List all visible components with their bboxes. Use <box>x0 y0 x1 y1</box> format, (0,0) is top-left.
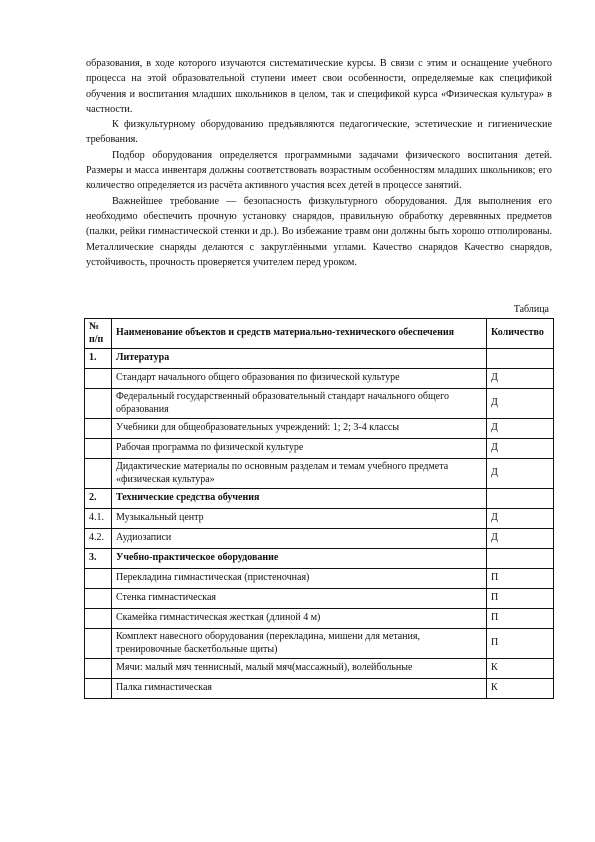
cell-num <box>85 589 112 609</box>
table-section-row <box>85 349 554 369</box>
cell-num <box>85 389 112 419</box>
cell-qty: Д <box>487 439 554 459</box>
cell-qty: П <box>487 589 554 609</box>
cell-name: Аудиозаписи <box>112 529 487 549</box>
cell-qty: Д <box>487 389 554 419</box>
cell-num <box>85 369 112 389</box>
cell-name: Музыкальный центр <box>112 509 487 529</box>
cell-num <box>85 659 112 679</box>
table-row <box>85 589 554 609</box>
table-row <box>85 529 554 549</box>
paragraph-continuation: образования, в ходе которого изучаются систематические курсы. В связи с этим и оснащение учебного процесса на этой образовательной ступени имеет свои особенности, определяемые как спецификой обучения и воспитания младших школьников в целом, так и спецификой курса «Физическая культура» в частности. <box>86 58 552 115</box>
table-row <box>85 389 554 419</box>
table-row <box>85 419 554 439</box>
cell-num <box>85 629 112 659</box>
cell-num <box>85 609 112 629</box>
cell-qty: Д <box>487 529 554 549</box>
table-row <box>85 629 554 659</box>
cell-qty: Д <box>487 509 554 529</box>
cell-qty <box>487 549 554 569</box>
cell-num: 4.1. <box>85 509 112 529</box>
table-row <box>85 439 554 459</box>
cell-name: Палка гимнастическая <box>112 679 487 699</box>
table-body <box>85 349 554 699</box>
table-row <box>85 659 554 679</box>
cell-name: Стандарт начального общего образования по физической культуре <box>112 369 487 389</box>
paragraph-selection: Подбор оборудования определяется программными задачами физического воспитания детей. Размеры и масса инвентаря должны соответствовать возрастным особенностям младших школьников; его количество определяется из расчёта активного участия всех детей в процессе занятий. <box>86 149 552 192</box>
cell-num <box>85 459 112 489</box>
cell-num: 3. <box>85 549 112 569</box>
cell-name: Комплект навесного оборудования (перекладина, мишени для метания, тренировочные баскетбольные щиты) <box>112 629 487 659</box>
table-row <box>85 679 554 699</box>
cell-qty: Д <box>487 369 554 389</box>
cell-name: Дидактические материалы по основным разделам и темам учебного предмета «физическая культура» <box>112 459 487 489</box>
cell-num <box>85 439 112 459</box>
cell-name: Федеральный государственный образовательный стандарт начального общего образования <box>112 389 487 419</box>
cell-name: Литература <box>112 349 487 369</box>
cell-num: 1. <box>85 349 112 369</box>
cell-name: Скамейка гимнастическая жесткая (длиной 4 м) <box>112 609 487 629</box>
cell-num: 2. <box>85 489 112 509</box>
cell-name: Перекладина гимнастическая (пристеночная) <box>112 569 487 589</box>
cell-name: Технические средства обучения <box>112 489 487 509</box>
paragraph-safety: Важнейшее требование — безопасность физкультурного оборудования. Для выполнения его необходимо обеспечить прочную установку снарядов, правильную обработку деревянных предметов (палки, рейки гимнастической стенки и др.). Во избежание травм они должны быть хорошо отполированы. Металлические снаряды делаются с закруглёнными углами. Качество снарядов Качество снарядов, устойчивость, прочность проверяется учителем перед уроком. <box>86 195 552 268</box>
cell-qty: П <box>487 609 554 629</box>
cell-num <box>85 569 112 589</box>
cell-name: Учебники для общеобразовательных учреждений: 1; 2; 3-4 классы <box>112 419 487 439</box>
table-header-row <box>85 319 554 349</box>
table-row <box>85 369 554 389</box>
cell-qty: Д <box>487 459 554 489</box>
cell-name: Рабочая программа по физической культуре <box>112 439 487 459</box>
cell-qty <box>487 349 554 369</box>
table-row <box>85 509 554 529</box>
header-name: Наименование объектов и средств материально-технического обеспечения <box>112 319 487 349</box>
cell-qty: П <box>487 629 554 659</box>
paragraph-requirements: К физкультурному оборудованию предъявляются педагогические, эстетические и гигиенические требования. <box>86 119 552 146</box>
table-caption: Таблица <box>513 304 549 315</box>
header-qty: Количество <box>487 319 554 349</box>
table-row <box>85 609 554 629</box>
cell-name: Стенка гимнастическая <box>112 589 487 609</box>
body-text <box>86 56 552 270</box>
cell-qty <box>487 489 554 509</box>
cell-num <box>85 679 112 699</box>
table-row <box>85 569 554 589</box>
cell-qty: К <box>487 659 554 679</box>
cell-qty: П <box>487 569 554 589</box>
table-row <box>85 459 554 489</box>
cell-name: Мячи: малый мяч теннисный, малый мяч(массажный), волейбольные <box>112 659 487 679</box>
cell-num <box>85 419 112 439</box>
equipment-table <box>84 318 554 699</box>
cell-name: Учебно-практическое оборудование <box>112 549 487 569</box>
cell-qty: Д <box>487 419 554 439</box>
cell-num: 4.2. <box>85 529 112 549</box>
cell-qty: К <box>487 679 554 699</box>
header-num: № п/п <box>85 319 112 349</box>
table-section-row <box>85 489 554 509</box>
table-section-row <box>85 549 554 569</box>
